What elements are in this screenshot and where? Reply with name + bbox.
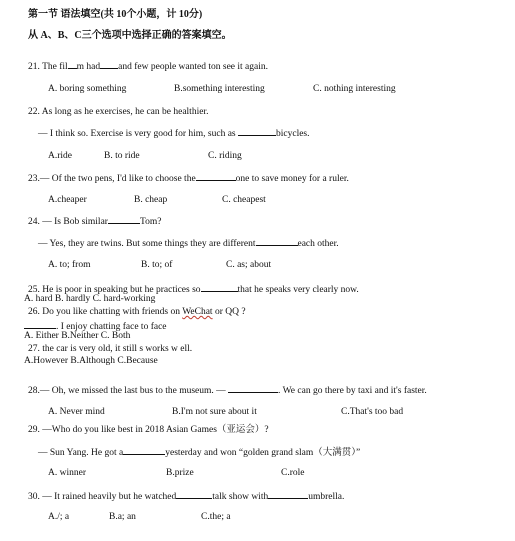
q22-line2-b: bicycles. <box>276 129 310 139</box>
q23-option-c: C. cheapest <box>222 195 266 205</box>
q25-stem-b: that he speaks very clearly now. <box>237 285 359 295</box>
section-title: 第一节 语法填空(共 10个小题，计 10分) <box>28 9 203 20</box>
q29-option-c: C.role <box>281 468 305 478</box>
q21-blank-2 <box>100 59 118 69</box>
q29-option-b: B.prize <box>166 468 194 478</box>
q22-option-b: B. to ride <box>104 151 140 161</box>
q26-stem-b: or QQ ? <box>212 307 246 317</box>
q21-stem-b: m had <box>76 62 101 72</box>
q26-stem-a: 26. Do you like chatting with friends on <box>28 307 183 317</box>
q21-option-c: C. nothing interesting <box>313 84 396 94</box>
q24-stem-b: Tom? <box>139 217 162 227</box>
q24-line-2 <box>38 236 339 250</box>
q30-stem-a: 30. — It rained heavily but he watched <box>28 492 177 502</box>
q26-blank <box>24 319 56 329</box>
q27-options: A.However B.Although C.Because <box>24 356 158 366</box>
question-22: 22. As long as he exercises, he can be healthier. <box>28 107 209 117</box>
q26-options: A. Either B.Neither C. Both <box>24 331 131 341</box>
q30-option-a: A./; a <box>48 512 70 522</box>
question-26 <box>28 307 246 318</box>
q21-stem-c: and few people wanted ton see it again. <box>118 62 268 72</box>
q29-option-a: A. winner <box>48 468 86 478</box>
q29-line2-b: yesterday and won “golden grand slam（大满贯）” <box>165 448 361 458</box>
q30-blank-1 <box>176 489 212 499</box>
q28-stem-b: . We can go there by taxi and it's faster. <box>278 386 427 396</box>
q21-option-b: B.something interesting <box>174 84 265 94</box>
q22-line2-a: — I think so. Exercise is very good for him, such as <box>38 129 236 139</box>
q21-option-a: A. boring something <box>48 84 127 94</box>
q26-wechat-word: WeChat <box>182 307 213 317</box>
q24-option-c: C. as; about <box>226 260 272 270</box>
q24-option-a: A. to; from <box>48 260 91 270</box>
q23-option-b: B. cheap <box>134 195 168 205</box>
q24-blank-1 <box>108 214 140 224</box>
q22-blank <box>238 126 276 136</box>
q29-line2-a: — Sun Yang. He got a <box>38 448 124 458</box>
q28-blank <box>228 383 278 393</box>
q28-option-b: B.I'm not sure about it <box>172 407 257 417</box>
instruction: 从 A、B、C三个选项中选择正确的答案填空。 <box>28 30 232 41</box>
q24-line2-a: — Yes, they are twins. But some things they are different <box>38 239 256 249</box>
question-27: 27. the car is very old, it still s works w ell. <box>28 344 193 354</box>
q23-blank <box>196 171 236 181</box>
q21-stem-a: 21. The fil <box>28 62 68 72</box>
q29-line-2 <box>38 445 360 459</box>
q22-option-c: C. riding <box>208 151 242 161</box>
question-28 <box>28 383 427 397</box>
q30-stem-c: umbrella. <box>308 492 345 502</box>
question-29: 29. —Who do you like best in 2018 Asian Games（亚运会）? <box>28 425 269 435</box>
question-30 <box>28 489 344 503</box>
q30-option-b: B.a; an <box>109 512 136 522</box>
question-23 <box>28 171 349 185</box>
q29-blank <box>123 445 165 455</box>
q21-blank-1 <box>68 59 77 69</box>
q25-blank <box>201 282 238 292</box>
q22-option-a: A.ride <box>48 151 73 161</box>
q26-line2-text: . I enjoy chatting face to face <box>56 322 167 332</box>
q28-option-a: A. Never mind <box>48 407 105 417</box>
q30-blank-2 <box>268 489 308 499</box>
q25-stem-a: 25. He is poor in speaking but he practices so <box>28 285 201 295</box>
q23-stem-b: one to save money for a ruler. <box>235 174 349 184</box>
q28-option-c: C.That's too bad <box>341 407 404 417</box>
q30-option-c: C.the; a <box>201 512 231 522</box>
question-24 <box>28 214 161 228</box>
q22-line-2 <box>38 126 310 140</box>
q25-options: A. hard B. hardly C. hard-working <box>24 294 156 304</box>
q24-stem-a: 24. — Is Bob similar <box>28 217 108 227</box>
q23-option-a: A.cheaper <box>48 195 87 205</box>
q24-option-b: B. to; of <box>141 260 173 270</box>
q24-blank-2 <box>256 236 298 246</box>
q23-stem-a: 23.— Of the two pens, I'd like to choose the <box>28 174 196 184</box>
q28-stem-a: 28.— Oh, we missed the last bus to the museum. — <box>28 386 226 396</box>
q30-stem-b: talk show with <box>212 492 269 502</box>
q24-line2-b: each other. <box>297 239 339 249</box>
question-21 <box>28 59 268 73</box>
